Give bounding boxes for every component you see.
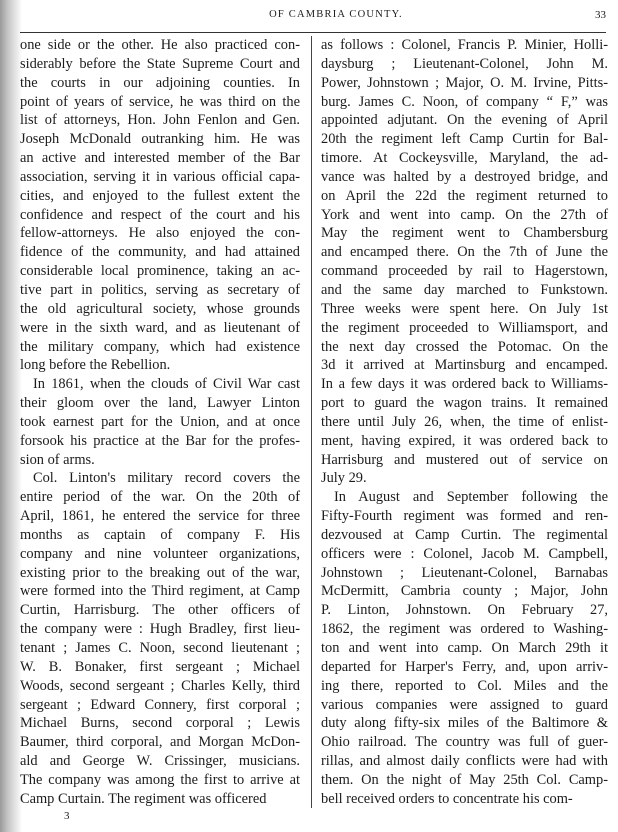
text-line: burg. James C. Noon, of company “ F,” was bbox=[321, 93, 608, 110]
text-line: 20th the regiment left Camp Curtin for Bal- bbox=[321, 131, 608, 148]
header-rule bbox=[20, 32, 606, 33]
text-line: duty along fifty-six miles of the Baltimore & bbox=[321, 715, 608, 732]
page-header bbox=[22, 6, 618, 26]
text-line: list of attorneys, Hon. John Fenlon and Gen. bbox=[20, 112, 300, 129]
text-line: officers were : Colonel, Jacob M. Campbell, bbox=[321, 545, 608, 562]
running-head: OF CAMBRIA COUNTY. bbox=[269, 9, 403, 20]
column-divider bbox=[311, 36, 312, 808]
text-line: the regiment proceeded to Williamsport, and bbox=[321, 319, 608, 336]
page-binding-shadow bbox=[0, 0, 22, 832]
text-line: and the same day marched to Funkstown. bbox=[321, 281, 608, 298]
text-line: long before the Rebellion. bbox=[20, 357, 171, 374]
text-line: them. On the night of May 25th Col. Camp- bbox=[321, 771, 608, 788]
text-line: cities, and enjoyed to the fullest extent the bbox=[20, 187, 300, 204]
text-line: appointed adjutant. On the evening of April bbox=[321, 112, 608, 129]
text-line: 1862, the regiment was ordered to Washing- bbox=[321, 621, 608, 638]
text-line: existing prior to the breaking out of the war, bbox=[20, 564, 300, 581]
text-line: port to guard the wagon trains. It remained bbox=[321, 395, 608, 412]
text-line: the next day crossed the Potomac. On the bbox=[321, 338, 608, 355]
text-line: McDermitt, Cambria county ; Major, John bbox=[321, 583, 608, 600]
text-line: ing there, reported to Col. Miles and the bbox=[321, 677, 608, 694]
text-line: Ohio railroad. The country was full of guer- bbox=[321, 734, 608, 751]
text-line: command proceeded by rail to Hagerstown, bbox=[321, 263, 608, 280]
text-line: Woods, second sergeant ; Charles Kelly, third bbox=[20, 677, 300, 694]
text-line: months as captain of company F. His bbox=[20, 526, 300, 543]
text-line: on April the 22d the regiment returned to bbox=[321, 187, 608, 204]
text-line: sion of arms. bbox=[20, 451, 95, 468]
text-line: daysburg ; Lieutenant-Colonel, John M. bbox=[321, 55, 608, 72]
text-line: 3d it arrived at Martinsburg and encamped. bbox=[321, 357, 608, 374]
right-column bbox=[321, 36, 608, 809]
signature-mark: 3 bbox=[64, 810, 70, 822]
text-line: took earnest part for the Union, and at once bbox=[20, 413, 300, 430]
text-line: point of years of service, he was third on the bbox=[20, 93, 300, 110]
text-line: Power, Johnstown ; Major, O. M. Irvine, Pitts- bbox=[321, 74, 608, 91]
text-line: May the regiment went to Chambersburg bbox=[321, 225, 608, 242]
text-line: The company was among the first to arrive at bbox=[20, 771, 300, 788]
text-line: April, 1861, he entered the service for three bbox=[20, 508, 300, 525]
text-line: the courts in our adjoining counties. In bbox=[20, 74, 300, 91]
text-line: timore. At Cockeysville, Maryland, the ad- bbox=[321, 150, 608, 167]
text-line: fellow-attorneys. He also enjoyed the con- bbox=[20, 225, 300, 242]
text-line: York and went into camp. On the 27th of bbox=[321, 206, 608, 223]
text-line: Camp Curtain. The regiment was officered bbox=[20, 790, 267, 807]
text-line: W. B. Bonaker, first sergeant ; Michael bbox=[20, 658, 300, 675]
text-line: tenant ; James C. Noon, second lieutenant ; bbox=[20, 640, 300, 656]
text-line: fidence of the community, and had attained bbox=[20, 244, 300, 261]
page-number: 33 bbox=[595, 9, 606, 21]
text-line: Col. Linton's military record covers the bbox=[33, 470, 300, 487]
text-line: the old agricultural society, whose grounds bbox=[20, 300, 300, 317]
text-line: ton and went into camp. On March 29th it bbox=[321, 640, 608, 656]
text-line: forsook his practice at the Bar for the profes- bbox=[20, 432, 300, 449]
text-line: company and nine volunteer organizations, bbox=[20, 545, 300, 562]
text-line: dezvoused at Camp Curtin. The regimental bbox=[321, 526, 608, 543]
text-line: In August and September following the bbox=[334, 489, 608, 506]
text-line: July 29. bbox=[321, 470, 367, 487]
text-line: ald and George W. Crissinger, musicians. bbox=[20, 753, 300, 770]
text-line: departed for Harper's Ferry, and, upon arriv- bbox=[321, 658, 608, 675]
text-line: the military company, which had existence bbox=[20, 338, 300, 355]
text-line: were formed into the Third regiment, at Camp bbox=[20, 583, 300, 600]
text-line: sergeant ; Edward Connery, first corporal ; bbox=[20, 696, 300, 713]
text-line: considerable local prominence, taking an ac- bbox=[20, 263, 300, 280]
text-line: siderably before the State Supreme Court and bbox=[20, 55, 300, 72]
text-line: Baumer, third corporal, and Morgan McDon- bbox=[20, 734, 300, 751]
text-line: tive part in politics, serving as secretary of bbox=[20, 281, 300, 298]
text-line: entire period of the war. On the 20th of bbox=[20, 489, 300, 506]
text-line: Three weeks were spent here. On July 1st bbox=[321, 300, 608, 317]
text-line: Johnstown ; Lieutenant-Colonel, Barnabas bbox=[321, 564, 608, 581]
text-line: one side or the other. He also practiced con- bbox=[20, 37, 300, 53]
text-line: there until July 26, when, the time of enlist- bbox=[321, 413, 608, 430]
text-line: an active and interested member of the Bar bbox=[20, 150, 300, 167]
text-line: ment, having expired, it was ordered back to bbox=[321, 432, 608, 449]
text-line: Harrisburg and mustered out of service on bbox=[321, 451, 608, 468]
text-line: P. Linton, Johnstown. On February 27, bbox=[321, 602, 608, 619]
left-column bbox=[20, 36, 300, 809]
text-line: Michael Burns, second corporal ; Lewis bbox=[20, 715, 300, 732]
text-line: bell received orders to concentrate his com- bbox=[321, 790, 573, 807]
text-line: Joseph McDonald outranking him. He was bbox=[20, 131, 300, 148]
text-line: In a few days it was ordered back to Williams- bbox=[321, 376, 608, 393]
text-line: their gloom over the land, Lawyer Linton bbox=[20, 395, 300, 412]
text-line: vance was halted by a destroyed bridge, and bbox=[321, 168, 608, 185]
text-line: the company were : Hugh Bradley, first lieu- bbox=[20, 621, 300, 638]
text-line: association, serving it in various official capa- bbox=[20, 168, 300, 185]
text-line: In 1861, when the clouds of Civil War cast bbox=[33, 376, 300, 393]
text-line: rillas, and almost daily conflicts were had with bbox=[321, 753, 608, 770]
text-line: were in the sixth ward, and as lieutenant of bbox=[20, 319, 300, 336]
text-line: confidence and respect of the court and his bbox=[20, 206, 300, 223]
text-line: Curtin, Harrisburg. The other officers of bbox=[20, 602, 300, 619]
text-line: various companies were assigned to guard bbox=[321, 696, 608, 713]
text-line: Fifty-Fourth regiment was formed and ren- bbox=[321, 508, 608, 525]
text-line: as follows : Colonel, Francis P. Minier, Holli- bbox=[321, 37, 608, 53]
text-line: and encamped there. On the 7th of June the bbox=[321, 244, 608, 261]
